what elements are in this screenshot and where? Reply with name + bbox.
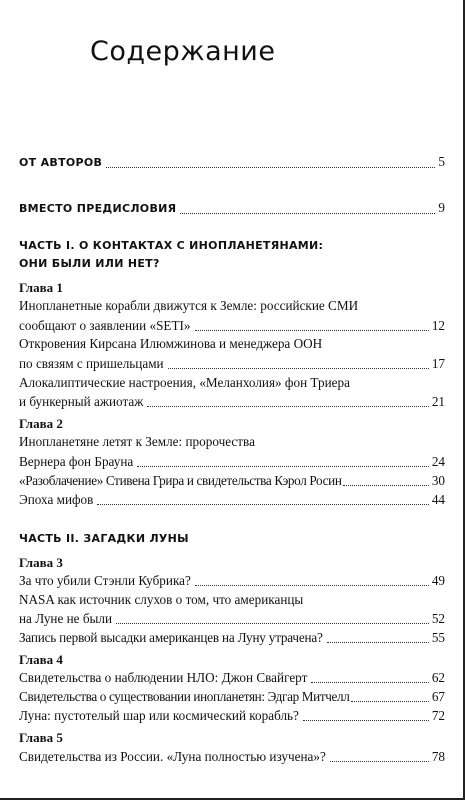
- chapter-3-heading: Глава 3: [19, 555, 63, 570]
- entry-title: на Луне не были: [19, 611, 113, 626]
- entry-title: ВМЕСТО ПРЕДИСЛОВИЯ: [19, 202, 177, 215]
- entry-page: 67: [431, 689, 445, 704]
- entry-title: Эпоха мифов: [19, 492, 94, 507]
- entry-title: и бункерный ажиотаж: [19, 394, 144, 409]
- toc-entry-swigert[interactable]: [19, 669, 445, 687]
- entry-title: Свидетельства из России. «Луна полностью изучена»?: [19, 749, 326, 764]
- toc-entry-lost-recording[interactable]: [19, 629, 445, 647]
- dot-leader: [195, 330, 429, 331]
- toc-entry-seti[interactable]: [19, 317, 445, 335]
- entry-title: по связям с пришельцами: [19, 356, 164, 371]
- dot-leader: [147, 406, 428, 407]
- chapter-4-heading: Глава 4: [19, 652, 63, 667]
- dot-leader: [180, 213, 435, 214]
- entry-page: 9: [438, 200, 445, 215]
- entry-title: Запись первой высадки американцев на Луну утрачена?: [19, 630, 323, 645]
- toc-entry-braun[interactable]: [19, 453, 445, 471]
- toc-entry-line[interactable]: Откровения Кирсана Илюмжинова и менеджера ООН: [19, 336, 323, 351]
- toc-entry-bunker[interactable]: [19, 393, 445, 411]
- chapter-2-heading: Глава 2: [19, 416, 63, 431]
- entry-title: сообщают о заявлении «SETI»: [19, 318, 191, 333]
- dot-leader: [303, 720, 429, 721]
- dot-leader: [343, 485, 429, 486]
- part-1-title-line-1: ЧАСТЬ I. О КОНТАКТАХ С ИНОПЛАНЕТЯНАМИ:: [19, 239, 324, 252]
- chapter-1-heading: Глава 1: [19, 280, 63, 295]
- entry-page: 44: [431, 492, 445, 507]
- toc-entry-line[interactable]: NASA как источник слухов о том, что американцы: [19, 592, 304, 607]
- entry-page: 30: [431, 473, 445, 488]
- chapter-5-heading: Глава 5: [19, 730, 63, 745]
- dot-leader: [137, 466, 429, 467]
- entry-page: 62: [431, 670, 445, 685]
- entry-page: 24: [431, 454, 445, 469]
- toc-entry-russia[interactable]: [19, 748, 445, 766]
- page-title: Содержание: [90, 36, 276, 67]
- entry-title: «Разоблачение» Стивена Грира и свидетельства Кэрол Росин: [19, 473, 342, 488]
- dot-leader: [116, 623, 429, 624]
- toc-entry-myths[interactable]: [19, 491, 445, 509]
- dot-leader: [351, 701, 429, 702]
- entry-page: 5: [438, 154, 445, 169]
- entry-page: 17: [431, 356, 445, 371]
- toc-entry-ilyumzhinov[interactable]: [19, 355, 445, 373]
- entry-page: 49: [431, 573, 445, 588]
- entry-title: Вернера фон Брауна: [19, 454, 134, 469]
- dot-leader: [195, 585, 429, 586]
- entry-page: 21: [431, 394, 445, 409]
- entry-title: Луна: пустотелый шар или космический корабль?: [19, 708, 299, 723]
- toc-entry-instead-of-preface[interactable]: [19, 199, 445, 218]
- toc-entry-hollow-moon[interactable]: [19, 707, 445, 725]
- toc-entry-line[interactable]: Алокалиптические настроения, «Меланхолия» фон Триера: [19, 375, 350, 390]
- part-2-title: ЧАСТЬ II. ЗАГАДКИ ЛУНЫ: [19, 532, 189, 545]
- entry-title: ОТ АВТОРОВ: [19, 156, 103, 169]
- entry-title: Свидетельства о наблюдении НЛО: Джон Свайгерт: [19, 670, 308, 685]
- entry-title: За что убили Стэнли Кубрика?: [19, 573, 191, 588]
- toc-entry-kubrick[interactable]: [19, 572, 445, 590]
- entry-page: 55: [431, 630, 445, 645]
- entry-page: 72: [431, 708, 445, 723]
- dot-leader: [97, 504, 428, 505]
- dot-leader: [311, 682, 428, 683]
- part-1-title-line-2: ОНИ БЫЛИ ИЛИ НЕТ?: [19, 257, 160, 270]
- entry-page: 12: [431, 318, 445, 333]
- dot-leader: [330, 761, 429, 762]
- entry-page: 78: [431, 749, 445, 764]
- toc-entry-mitchell[interactable]: [19, 688, 445, 706]
- entry-page: 52: [431, 611, 445, 626]
- dot-leader: [327, 642, 429, 643]
- toc-entry-from-authors[interactable]: [19, 153, 445, 172]
- dot-leader: [168, 368, 429, 369]
- toc-entry-nasa-rumors[interactable]: [19, 610, 445, 628]
- dot-leader: [106, 167, 435, 168]
- entry-title: Свидетельства о существовании инопланетян: Эдгар Митчелл: [19, 689, 350, 704]
- toc-entry-greer[interactable]: [19, 472, 445, 490]
- toc-entry-line[interactable]: Инопланетяне летят к Земле: пророчества: [19, 434, 255, 449]
- toc-entry-line[interactable]: Инопланетные корабли движутся к Земле: российские СМИ: [19, 298, 359, 313]
